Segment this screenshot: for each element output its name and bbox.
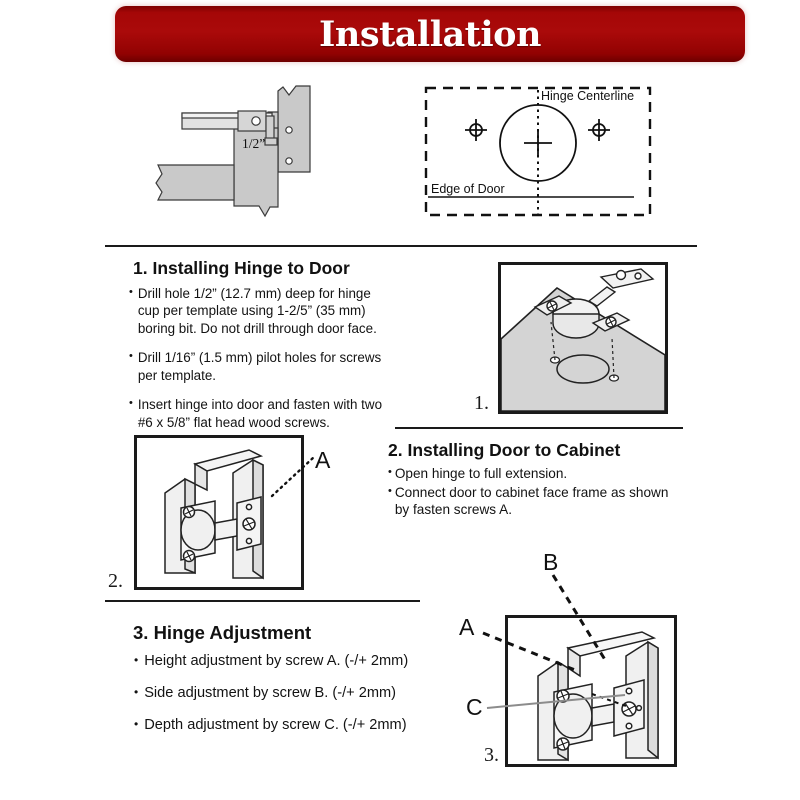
step-1-bullet-3-text: Insert hinge into door and fasten with two #6 x 5/8” flat head wood screws. [137,397,383,430]
step-1-figure-label: 1. [474,392,489,414]
step-1-drawing [501,265,665,411]
step-1-bullet-1-text: Drill hole 1/2” (12.7 mm) deep for hinge cup per template using 1-2/5” (35 mm) boring bit. Do not drill through door face. [137,286,377,336]
step-3-callout-b: B [543,549,559,575]
divider-step3 [105,600,420,602]
step-3-bullet-2 [134,684,454,703]
step-3-figure-label: 3. [484,744,499,766]
step-2-title: 2. Installing Door to Cabinet [388,440,621,460]
step-3-callout-a: A [459,614,475,640]
edge-of-door-label: Edge of Door [431,182,505,196]
hinge-cross-section-drawing [120,78,410,228]
step-3-bullet-3 [134,716,454,735]
hinge-centerline-label: Hinge Centerline [541,89,635,103]
step-2-bullet-2 [388,484,683,519]
step-1-bullets [129,285,387,443]
drilling-template-figure [420,80,660,225]
step-1-title: 1. Installing Hinge to Door [133,258,350,278]
page-title: Installation [319,13,541,55]
step-2-callout-a: A [315,447,331,473]
step-3-callout-leaders [455,555,685,715]
bullet-glyph: • [388,484,392,497]
drilling-template-drawing [420,80,660,225]
callout-a-leader [483,633,575,670]
pilot-hole-right [588,119,610,141]
pilot-hole-left [465,119,487,141]
step-1-bullet-1 [129,285,387,337]
step-3-bullets [134,652,454,748]
step-1-bullet-2-text: Drill 1/16” (1.5 mm) pilot holes for screws per template. [137,350,382,383]
step-3-bullet-3-text: Depth adjustment by screw C. (-/+ 2mm) [144,716,407,733]
bullet-glyph: • [134,716,139,731]
divider-step2 [395,427,683,429]
page-header-banner [115,6,745,62]
bullet-glyph: • [134,653,139,667]
bullet-glyph: • [129,286,133,298]
step-3-callout-c: C [466,694,483,720]
hinge-cross-section-figure [120,78,410,228]
bullet-glyph: • [129,397,133,410]
bullet-glyph: • [134,684,139,699]
step-2-bullet-2-text: Connect door to cabinet face frame as shown by fasten screws A. [394,484,669,518]
step-2-bullet-1-text: Open hinge to full extension. [394,466,568,481]
step-3-bullet-1-text: Height adjustment by screw A. (-/+ 2mm) [144,653,409,669]
cross-section-dimension-label: 1/2” [242,136,266,151]
callout-b-leader [553,575,607,663]
callout-c-leader [487,695,625,708]
divider-top [105,245,697,247]
step-1-bullet-2 [129,349,387,384]
bullet-glyph: • [388,466,392,478]
bullet-glyph: • [129,350,133,363]
step-3-bullet-1 [134,652,454,671]
step-2-bullets [388,465,683,520]
step-2-bullet-1 [388,465,683,483]
step-1-figure-box [498,262,668,414]
step-2-figure-label: 2. [108,570,123,592]
step-1-bullet-3 [129,396,387,431]
step-3-title: 3. Hinge Adjustment [133,622,312,643]
step-3-bullet-2-text: Side adjustment by screw B. (-/+ 2mm) [144,684,397,701]
